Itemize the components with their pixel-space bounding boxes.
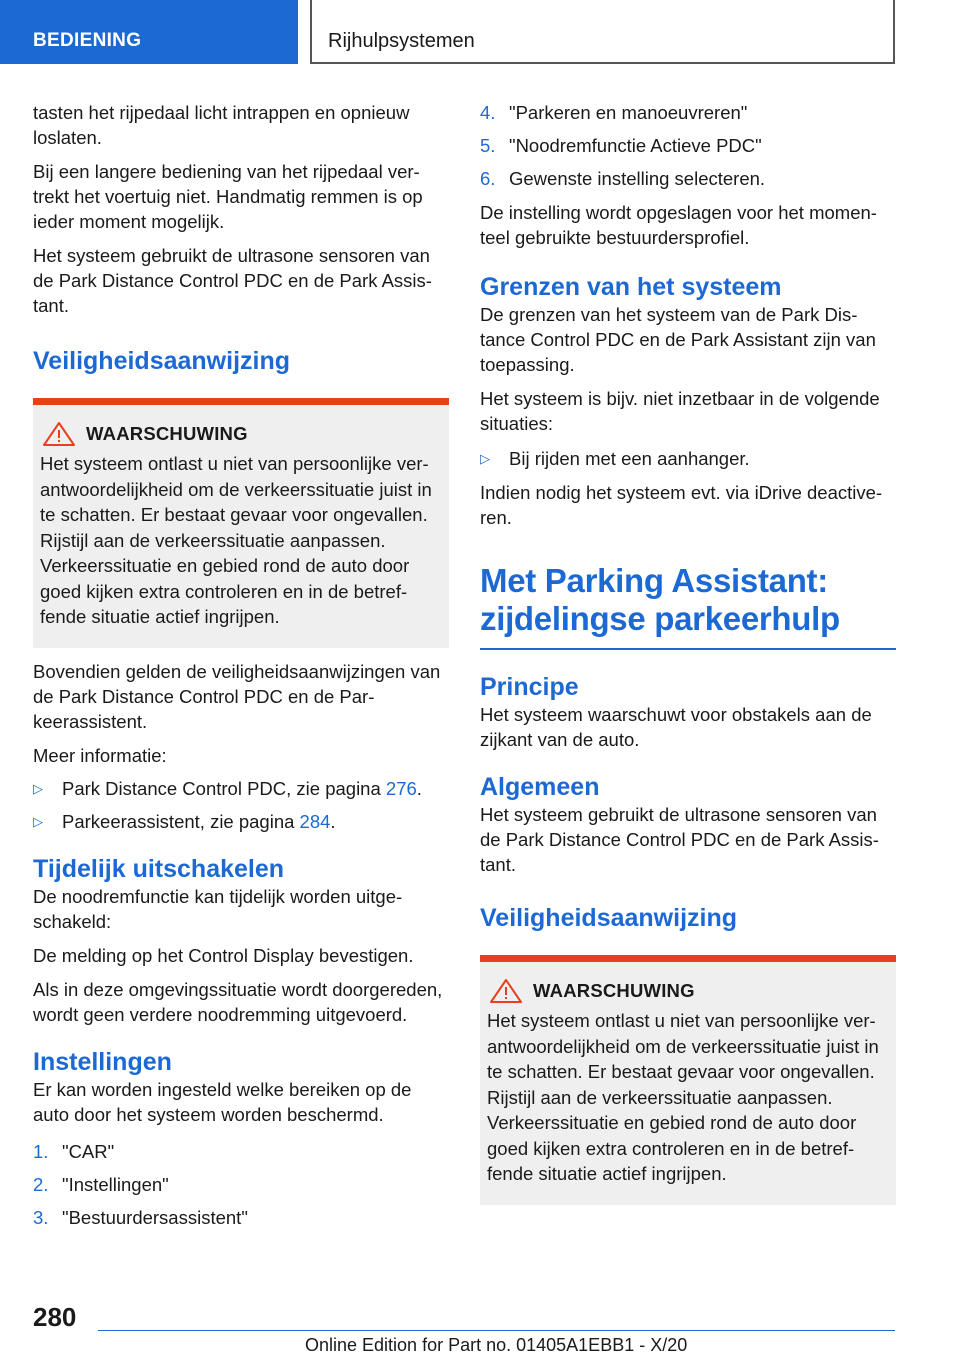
- step-number: 4.: [480, 102, 496, 123]
- section-title: Met Parking Assistant: zijdelingse parkeerhulp: [480, 562, 840, 637]
- warning-title: WAARSCHUWING: [86, 423, 248, 444]
- paragraph: De melding op het Control Display bevestigen.: [33, 944, 414, 966]
- warning-triangle-icon: [489, 978, 523, 1004]
- step-item: [33, 1205, 449, 1230]
- warning-box: [33, 398, 449, 648]
- left-column: [33, 100, 449, 1230]
- footer-rule: [98, 1330, 895, 1331]
- paragraph: Er kan worden ingesteld welke bereiken op de auto door het systeem worden beschermd.: [33, 1078, 412, 1125]
- page-link-284[interactable]: 284: [299, 810, 331, 832]
- step-number: 6.: [480, 168, 496, 189]
- step-text: "CAR": [62, 1140, 115, 1162]
- right-column: [480, 100, 896, 1205]
- step-number: 5.: [480, 135, 496, 156]
- list-item: [33, 776, 449, 801]
- warning-header: [40, 421, 437, 447]
- page-link-276[interactable]: 276: [385, 777, 417, 799]
- paragraph: Als in deze omgevingssituatie wordt doorgereden, wordt geen verdere noodremming uitgevoerd.: [33, 978, 443, 1025]
- step-text: "Parkeren en manoeuvreren": [509, 102, 748, 123]
- warning-header: [487, 978, 884, 1004]
- step-item: [33, 1139, 449, 1164]
- paragraph: Het systeem gebruikt de ultrasone sensoren van de Park Distance Control PDC en de Park Assistant.: [33, 245, 432, 316]
- heading-limits: Grenzen van het systeem: [480, 273, 782, 301]
- heading-principle: Principe: [480, 673, 579, 701]
- chapter-title: Rijhulpsystemen: [310, 0, 895, 64]
- triangle-bullet-icon: ▷: [480, 451, 490, 466]
- step-item: [480, 100, 896, 125]
- step-number: 2.: [33, 1173, 49, 1195]
- paragraph: Het systeem is bijv. niet inzetbaar in de volgende situaties:: [480, 388, 880, 434]
- step-text: "Noodremfunctie Actieve PDC": [509, 135, 762, 156]
- step-item: [480, 166, 896, 191]
- step-text: "Bestuurdersassistent": [62, 1206, 248, 1228]
- step-text: Gewenste instelling selecteren.: [509, 168, 766, 189]
- paragraph: Bovendien gelden de veiligheidsaanwijzingen van de Park Distance Control PDC en de Parkeerassistent.: [33, 660, 441, 732]
- step-number: 3.: [33, 1206, 49, 1228]
- paragraph: Bij een langere bediening van het rijpedaal vertrekt het voertuig niet. Handmatig remmen is op ieder moment mogelijk.: [33, 161, 423, 232]
- warning-box: [480, 955, 896, 1205]
- paragraph: De noodremfunctie kan tijdelijk worden uitgeschakeld:: [33, 885, 403, 932]
- page-number: 280: [33, 1302, 77, 1332]
- step-item: [480, 133, 896, 158]
- list-item-text: Bij rijden met een aanhanger.: [509, 448, 750, 469]
- list-item: [480, 446, 896, 471]
- step-text: "Instellingen": [62, 1173, 169, 1195]
- heading-settings: Instellingen: [33, 1047, 172, 1076]
- paragraph: Meer informatie:: [33, 744, 167, 766]
- heading-disable: Tijdelijk uitschakelen: [33, 854, 285, 883]
- paragraph: Indien nodig het systeem evt. via iDrive deactiveren.: [480, 482, 883, 528]
- heading-safety: Veiligheidsaanwijzing: [480, 904, 738, 932]
- heading-general: Algemeen: [480, 773, 600, 801]
- list-item-text: Parkeerassistent, zie pagina 284.: [62, 810, 336, 832]
- list-item: [33, 809, 449, 834]
- paragraph: De grenzen van het systeem van de Park Distance Control PDC en de Park Assistant zijn van toepassing.: [480, 304, 876, 375]
- paragraph: tasten het rijpedaal licht intrappen en opnieuw loslaten.: [33, 102, 410, 148]
- warning-title: WAARSCHUWING: [533, 980, 695, 1001]
- triangle-bullet-icon: ▷: [33, 813, 43, 829]
- section-tab: BEDIENING: [0, 0, 298, 64]
- warning-text: Het systeem ontlast u niet van persoonlijke verantwoordelijkheid om de verkeerssituatie juist in te schatten. Er bestaat gevaar voor ongevallen. Rijstijl aan de verkeerssituatie aanpassen. Verkeerssituatie en gebied rond de auto door goed kijken extra controleren en in de betreffende situatie actief ingrijpen.: [487, 1010, 879, 1184]
- list-item-text: Park Distance Control PDC, zie pagina 276.: [62, 777, 422, 799]
- footer-edition: Online Edition for Part no. 01405A1EBB1 - X/20: [305, 1335, 688, 1355]
- section-title-rule: [480, 648, 896, 650]
- step-item: [33, 1172, 449, 1197]
- heading-safety: Veiligheidsaanwijzing: [33, 347, 291, 375]
- triangle-bullet-icon: ▷: [33, 780, 43, 796]
- step-number: 1.: [33, 1140, 49, 1162]
- warning-triangle-icon: [42, 421, 76, 447]
- paragraph: De instelling wordt opgeslagen voor het momenteel gebruikte bestuurdersprofiel.: [480, 202, 877, 248]
- paragraph: Het systeem gebruikt de ultrasone sensoren van de Park Distance Control PDC en de Park Assistant.: [480, 804, 879, 875]
- warning-text: Het systeem ontlast u niet van persoonlijke verantwoordelijkheid om de verkeerssituatie juist in te schatten. Er bestaat gevaar voor ongevallen. Rijstijl aan de verkeerssituatie aanpassen. Verkeerssituatie en gebied rond de auto door goed kijken extra controleren en in de betreffende situatie actief ingrijpen.: [40, 453, 432, 627]
- paragraph: Het systeem waarschuwt voor obstakels aan de zijkant van de auto.: [480, 704, 872, 750]
